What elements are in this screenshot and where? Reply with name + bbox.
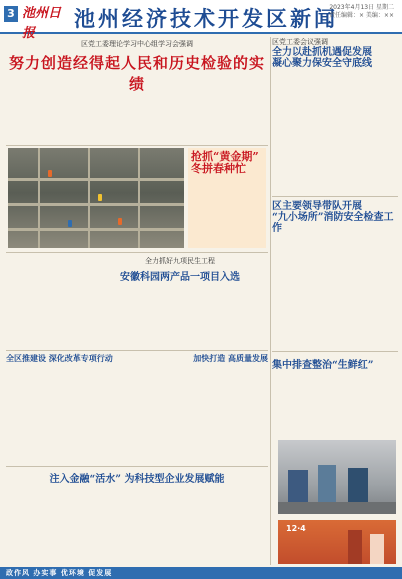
masthead	[0, 0, 402, 41]
column-divider	[270, 37, 271, 565]
middle-headline: 安徽科园两产品一项目入选	[120, 272, 240, 283]
twin-headline-left: 全区推建设 深化改革专项行动	[6, 353, 113, 363]
twin-body-col2	[73, 366, 136, 462]
bottom-article	[6, 470, 268, 569]
bottom-body-col1	[6, 489, 69, 569]
divider	[6, 252, 268, 253]
divider	[6, 466, 268, 467]
right-kicker: 区党工委会议强调	[272, 38, 328, 46]
middle-body-col1	[92, 287, 148, 349]
construction-photo	[8, 148, 184, 248]
feature-body	[191, 179, 263, 249]
twin-headline-right: 加快打造 高质量发展	[193, 353, 268, 363]
feature-box	[188, 148, 266, 248]
bottom-body-col3	[140, 489, 203, 569]
campaign-photo	[278, 520, 396, 564]
middle-article	[92, 256, 268, 349]
divider	[6, 350, 268, 351]
middle-body-col3	[212, 287, 268, 349]
twin-body-col1	[6, 366, 69, 462]
right-headline-2: 区主要领导带队开展 “九小场所”消防安全检查工作	[272, 201, 394, 234]
right-body-2a	[272, 237, 333, 347]
bottom-body-col4	[207, 489, 268, 569]
lead-headline: 努力创造经得起人民和历史检验的实绩	[8, 54, 265, 93]
issue-editor: 责任编辑：× 美编：××	[329, 12, 394, 19]
divider	[6, 145, 268, 146]
right-headline-1: 全力以赴抓机遇促发展 凝心聚力保安全守底线	[272, 47, 372, 69]
page-title: 池州经济技术开发区新闻	[74, 6, 338, 31]
issue-date: 2023年4月13日 星期二	[329, 4, 394, 11]
page-number: 3	[4, 6, 18, 22]
campaign-sign: 12·4	[286, 524, 306, 533]
twin-body	[6, 366, 268, 462]
right-body-2b	[336, 237, 397, 347]
event-photo	[278, 440, 396, 514]
lead-article	[6, 37, 268, 142]
feature-headline: 抢抓“黄金期” 冬拼春种忙	[191, 150, 259, 175]
bottom-body-col2	[73, 489, 136, 569]
footer-slogan: 政作风 办实事 优环境 促发展	[0, 567, 402, 579]
right-headline-3: 集中排查整治“生鲜红”	[272, 360, 374, 371]
bottom-headline: 注入金融“活水” 为科技型企业发展赋能	[49, 474, 225, 485]
right-body-1a	[272, 72, 333, 192]
right-body-1b	[336, 72, 397, 192]
twin-body-col4	[207, 366, 268, 462]
twin-headlines	[6, 353, 268, 364]
twin-body-col3	[140, 366, 203, 462]
newspaper-logo: 池州日报	[22, 6, 62, 41]
brief-column	[6, 256, 84, 356]
issue-meta	[310, 4, 394, 20]
brief-body	[6, 256, 84, 356]
right-column	[272, 37, 398, 474]
middle-body-col2	[152, 287, 208, 349]
lead-kicker: 区党工委理论学习中心组学习会强调	[81, 40, 193, 48]
middle-kicker: 全力抓好九项民生工程	[145, 257, 215, 265]
